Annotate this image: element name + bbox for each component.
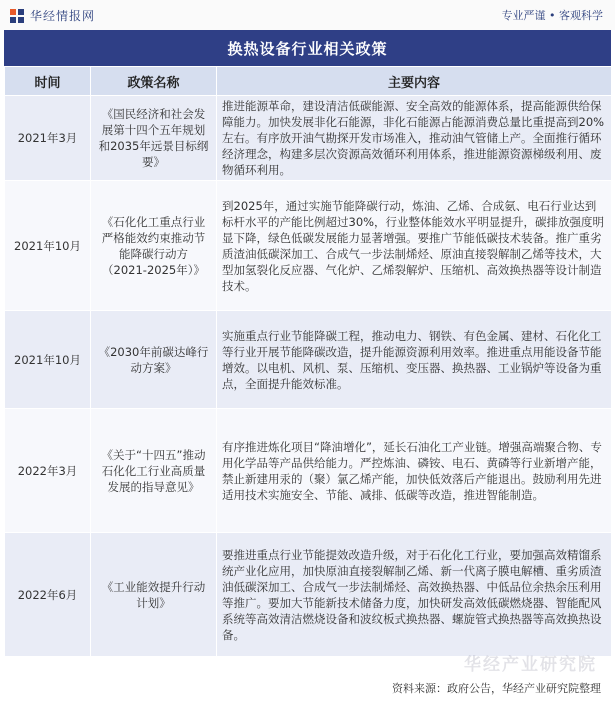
table-row [5, 533, 612, 657]
cell-content: 要推进重点行业节能提效改造升级，对于石化化工行业，要加强高效精馏系统产业化应用，加快原油直接裂解制乙烯、新一代离子膜电解槽、重劣质渣油低碳深加工、合成气一步法制烯烃、高效换热器、中低品位余热余压利用等推广。要加大节能新技术储备力度，加快研发高效低碳燃烧器、智能配风系统等高效清洁燃烧设备和波纹板式换热器、螺旋管式换热器等高效换热设备。 [217, 533, 612, 657]
column-header-content: 主要内容 [217, 67, 612, 96]
table-row [5, 181, 612, 311]
top-bar [0, 0, 615, 30]
cell-content: 到2025年，通过实施节能降碳行动，炼油、乙烯、合成氨、电石行业达到标杆水平的产能比例超过30%，行业整体能效水平明显提升，碳排放强度明显下降，绿色低碳发展能力显著增强。要推广节能低碳技术装备。推广重劣质渣油低碳深加工、合成气一步法制烯烃、原油直接裂解制乙烯等技术，大型加氢裂化反应器、气化炉、乙烯裂解炉、压缩机、高效换热器等设计制造技术。 [217, 181, 612, 311]
column-header-policy-name: 政策名称 [91, 67, 217, 96]
table-row [5, 409, 612, 533]
table-title: 换热设备行业相关政策 [4, 30, 611, 66]
cell-policy-name: 《2030年前碳达峰行动方案》 [91, 311, 217, 409]
tagline: 专业严谨 • 客观科学 [501, 9, 603, 22]
table-row [5, 311, 612, 409]
brand-name: 华经情报网 [30, 9, 96, 23]
cell-time: 2022年3月 [5, 409, 91, 533]
cell-policy-name: 《工业能效提升行动计划》 [91, 533, 217, 657]
cell-policy-name: 《关于“十四五”推动石化化工行业高质量发展的指导意见》 [91, 409, 217, 533]
column-header-time: 时间 [5, 67, 91, 96]
cell-policy-name: 《国民经济和社会发展第十四个五年规划和2035年远景目标纲要》 [91, 96, 217, 181]
table-row [5, 96, 612, 181]
cell-content: 推进能源革命，建设清洁低碳能源、安全高效的能源体系，提高能源供给保障能力。加快发展非化石能源，非化石能源占能源消费总量比重提高到20%左右。有序放开油气勘探开发市场准入，推动油气管储上产。全面推行循环经济理念，构建多层次资源高效循环利用体系，推进能源资源梯级利用、废物循环利用。 [217, 96, 612, 181]
table-header-row [5, 67, 612, 96]
policy-table [4, 66, 612, 657]
cell-time: 2021年3月 [5, 96, 91, 181]
cell-time: 2021年10月 [5, 181, 91, 311]
cell-time: 2021年10月 [5, 311, 91, 409]
cell-content: 有序推进炼化项目“降油增化”，延长石油化工产业链。增强高端聚合物、专用化学品等产品供给能力。严控炼油、磷铵、电石、黄磷等行业新增产能，禁止新建用汞的（聚）氯乙烯产能，加快低效落后产能退出。鼓励利用先进适用技术实施安全、节能、减排、低碳等改造，推进智能制造。 [217, 409, 612, 533]
watermark: 华经产业研究院 [464, 655, 597, 675]
cell-content: 实施重点行业节能降碳工程，推动电力、钢铁、有色金属、建材、石化化工等行业开展节能降碳改造，提升能源资源利用效率。推进重点用能设备节能增效。以电机、风机、泵、压缩机、变压器、换热器、工业锅炉等设备为重点，全面提升能效标准。 [217, 311, 612, 409]
cell-policy-name: 《石化化工重点行业严格能效约束推动节能降碳行动方（2021-2025年）》 [91, 181, 217, 311]
cell-time: 2022年6月 [5, 533, 91, 657]
source-note: 资料来源：政府公告，华经产业研究院整理 [392, 682, 601, 695]
brand-logo-icon [10, 9, 24, 23]
brand[interactable] [10, 7, 95, 24]
